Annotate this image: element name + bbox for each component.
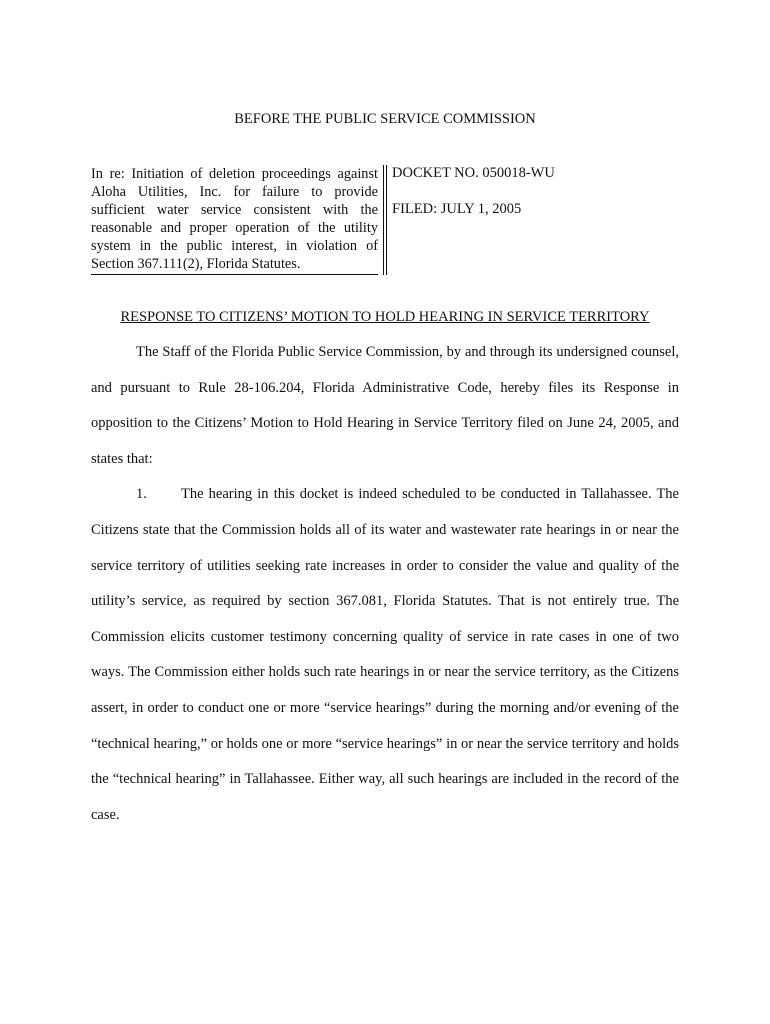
paragraph-1-number: 1.	[136, 486, 147, 503]
docket-number: DOCKET NO. 050018-WU	[392, 165, 555, 181]
intro-text: The Staff of the Florida Public Service Commission, by and through its undersigned counsel, and pursuant to Rule 28-106.204, Florida Administrative Code, hereby files its Response in opposition to the Citizens’ Motion to Hold Hearing in Service Territory filed on June 24, 2005, and states that:	[91, 344, 679, 467]
caption-divider-left	[383, 165, 384, 275]
commission-heading: BEFORE THE PUBLIC SERVICE COMMISSION	[234, 111, 536, 127]
in-re-caption: In re: Initiation of deletion proceedings against Aloha Utilities, Inc. for failure to provide sufficient water service consistent with the reasonable and proper operation of the utility system in the public interest, in violation of Section 367.111(2), Florida Statutes.	[91, 165, 378, 275]
paragraph-1	[91, 477, 679, 833]
document-body	[91, 335, 679, 833]
intro-paragraph	[91, 335, 679, 477]
caption-divider-right	[386, 165, 387, 275]
paragraph-1-text: The hearing in this docket is indeed scheduled to be conducted in Tallahassee. The Citizens state that the Commission holds all of its water and wastewater rate hearings in or near the service territory of utilities seeking rate increases in order to consider the value and quality of the utility’s service, as required by section 367.081, Florida Statutes. That is not entirely true. The Commission elicits customer testimony concerning quality of service in rate cases in one of two ways. The Commission either holds such rate hearings in or near the service territory, as the Citizens assert, in order to conduct one or more “service hearings” during the morning and/or evening of the “technical hearing,” or holds one or more “service hearings” in or near the service territory and holds the “technical hearing” in Tallahassee. Either way, all such hearings are included in the record of the case.	[91, 486, 679, 823]
document-title: RESPONSE TO CITIZENS’ MOTION TO HOLD HEARING IN SERVICE TERRITORY	[120, 309, 650, 325]
filed-date: FILED: JULY 1, 2005	[392, 201, 522, 217]
